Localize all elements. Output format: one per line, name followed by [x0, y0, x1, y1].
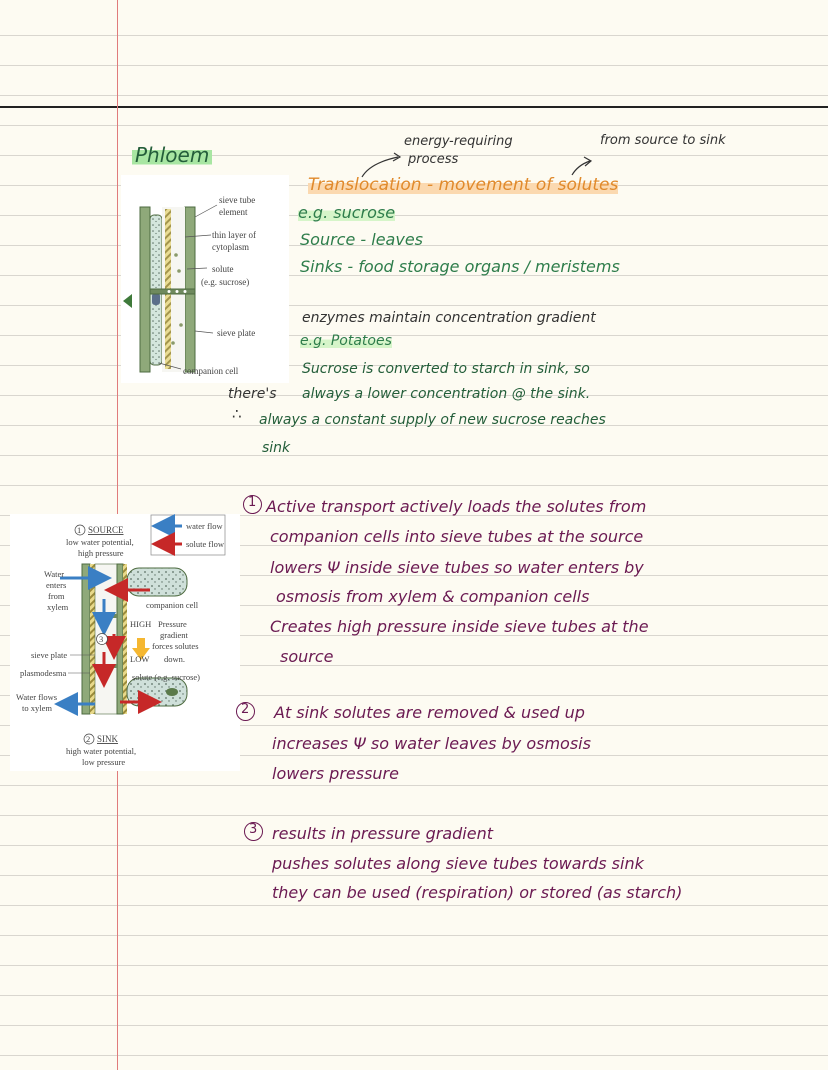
- legend-solute-flow: solute flow: [186, 539, 225, 549]
- sieve-plate-label: sieve plate: [31, 650, 68, 660]
- pressure-gradient-2: gradient: [160, 630, 188, 640]
- point-1-line-3: lowers Ψ inside sieve tubes so water enters by: [270, 558, 644, 577]
- top-rule: [0, 106, 828, 108]
- figure-marker-icon: [123, 294, 132, 308]
- point-1-line-5: Creates high pressure inside sieve tubes at the: [270, 617, 649, 636]
- label-solute: solute: [212, 264, 234, 274]
- point-1-line-1: Active transport actively loads the solutes from: [266, 497, 647, 516]
- annotation-energy-2: process: [408, 152, 459, 167]
- sieve-tube-diagram: [121, 175, 289, 383]
- mass-flow-diagram: [10, 514, 240, 771]
- point-2-line-2: increases Ψ so water leaves by osmosis: [272, 734, 591, 753]
- low-label: LOW: [130, 654, 150, 664]
- water-flows-1: Water flows: [16, 692, 58, 702]
- sink-title: SINK: [97, 734, 119, 744]
- point-2-number: 2: [241, 702, 250, 717]
- label-thin-layer-2: cytoplasm: [212, 242, 249, 252]
- point-3-number: 3: [249, 822, 258, 837]
- source-title: SOURCE: [88, 525, 124, 535]
- page-title: Phloem: [132, 143, 212, 167]
- point-2-line-3: lowers pressure: [272, 764, 399, 783]
- point-3-line-2: pushes solutes along sieve tubes towards sink: [272, 854, 644, 873]
- sink-word: sink: [262, 440, 291, 456]
- solute-label: solute (e.g. sucrose): [132, 672, 200, 682]
- source-subtitle-2: high pressure: [78, 548, 124, 558]
- example-potatoes: e.g. Potatoes: [300, 333, 392, 349]
- label-thin-layer-1: thin layer of: [212, 230, 256, 240]
- down-label: down.: [164, 654, 186, 664]
- figure-mass-flow: [10, 514, 240, 771]
- therefore-mark: ∴: [232, 405, 242, 423]
- pressure-gradient-3: forces solutes: [152, 641, 199, 651]
- label-sieve-tube-2: element: [219, 207, 248, 217]
- point-1-line-4: osmosis from xylem & companion cells: [276, 587, 590, 606]
- point-1-line-6: source: [280, 647, 334, 666]
- step-3-number: 3: [99, 634, 104, 644]
- point-3-line-1: results in pressure gradient: [272, 824, 494, 843]
- source-number: 1: [77, 525, 82, 535]
- legend-water-flow: water flow: [186, 521, 223, 531]
- point-3-line-3: they can be used (respiration) or stored (as starch): [272, 883, 683, 902]
- water-enters-2: enters: [46, 580, 67, 590]
- constant-supply: always a constant supply of new sucrose reaches: [259, 412, 606, 428]
- sink-subtitle-2: low pressure: [82, 757, 126, 767]
- example-sucrose: e.g. sucrose: [298, 203, 396, 222]
- enzymes-line: enzymes maintain concentration gradient: [302, 310, 596, 326]
- sucrose-conversion: Sucrose is converted to starch in sink, so: [302, 361, 590, 377]
- label-sieve-plate: sieve plate: [217, 328, 256, 338]
- point-2-line-1: At sink solutes are removed & used up: [274, 703, 585, 722]
- sink-number: 2: [86, 734, 91, 744]
- pressure-gradient-1: Pressure: [158, 619, 187, 629]
- annotation-energy-1: energy-requiring: [404, 134, 513, 149]
- sink-subtitle-1: high water potential,: [66, 746, 137, 756]
- companion-cell-label: companion cell: [146, 600, 199, 610]
- plasmodesma-label: plasmodesma: [20, 668, 67, 678]
- label-solute-eg: (e.g. sucrose): [201, 277, 250, 287]
- label-companion-cell: companion cell: [183, 366, 239, 376]
- source-line: Source - leaves: [300, 230, 423, 249]
- annotation-direction: from source to sink: [600, 133, 726, 148]
- water-enters-4: xylem: [47, 602, 69, 612]
- high-label: HIGH: [130, 619, 152, 629]
- translocation-definition: Translocation - movement of solutes: [308, 175, 619, 195]
- figure-sieve-tube: [121, 175, 289, 383]
- point-1-number: 1: [248, 495, 257, 510]
- water-flows-2: to xylem: [22, 703, 52, 713]
- water-enters-3: from: [48, 591, 65, 601]
- lower-concentration: always a lower concentration @ the sink.: [302, 386, 591, 402]
- label-sieve-tube-1: sieve tube: [219, 195, 256, 205]
- sinks-line: Sinks - food storage organs / meristems: [300, 257, 620, 276]
- source-subtitle-1: low water potential,: [66, 537, 134, 547]
- theres-word: there's: [228, 386, 277, 402]
- water-enters-1: Water: [44, 569, 65, 579]
- point-1-line-2: companion cells into sieve tubes at the source: [270, 527, 644, 546]
